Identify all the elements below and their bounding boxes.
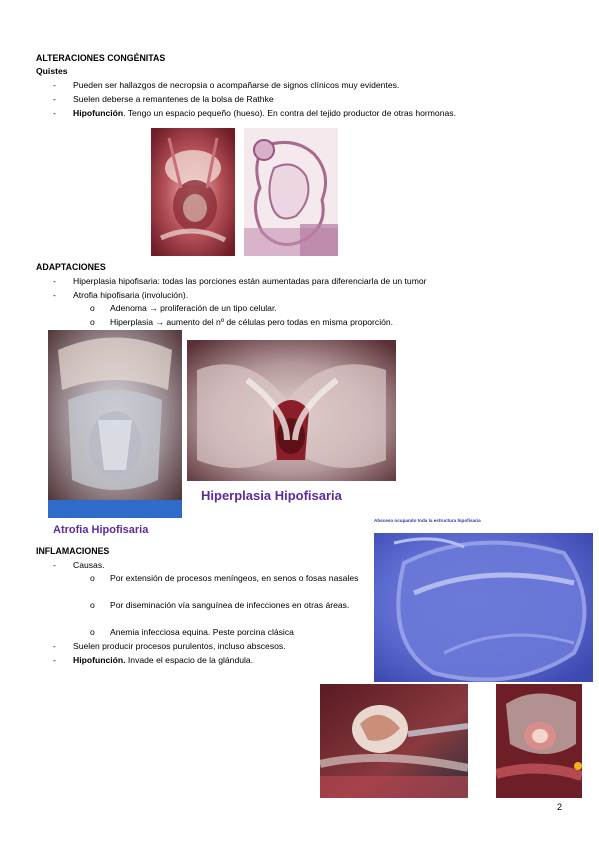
list-item-text: Invade el espacio de la glándula.: [125, 655, 254, 665]
sub-list-item-text: Hiperplasia → aumento del nº de células pero todas en misma proporción.: [110, 317, 394, 327]
subsection-title-quistes: Quistes: [36, 66, 68, 76]
bold-term: Hipofunción.: [73, 655, 126, 665]
section-title-congenitas: ALTERACIONES CONGÉNITAS: [36, 53, 166, 63]
sub-list-item-text: Anemia infecciosa equina. Peste porcina clásica: [110, 627, 294, 637]
caption-hiperplasia: Hiperplasia Hipofisaria: [201, 488, 342, 503]
sub-list-item-text: Por diseminación vía sanguínea de infecciones en otras áreas.: [110, 600, 350, 610]
caption-atrofia: Atrofia Hipofisaria: [53, 524, 149, 536]
gross-photo-atrofia: [48, 330, 182, 518]
histology-photo-cyst: [244, 128, 338, 256]
gross-photo-absceso-craneo: [496, 684, 582, 798]
sub-list-item-text: Adenoma → proliferación de un tipo celular.: [110, 303, 277, 313]
list-item-text: Suelen deberse a remantenes de la bolsa de Rathke: [73, 94, 274, 104]
bold-term: Hipofunción: [73, 108, 124, 118]
list-item-text: Pueden ser hallazgos de necropsia o acompañarse de signos clínicos muy evidentes.: [73, 80, 400, 90]
list-item-text: Causas.: [73, 560, 105, 570]
list-item-text: Atrofia hipofisaria (involución).: [73, 290, 189, 300]
caption-micro-absceso: Absceso ocupando toda la estructura hipofisaria: [374, 518, 481, 523]
sub-list-item-text: Por extensión de procesos meníngeos, en senos o fosas nasales: [110, 573, 359, 583]
section-title-inflamaciones: INFLAMACIONES: [36, 546, 110, 556]
gross-photo-cyst: [151, 128, 235, 256]
list-item-text: . Tengo un espacio pequeño (hueso). En contra del tejido productor de otras hormonas.: [123, 108, 456, 118]
page-number: 2: [557, 802, 563, 812]
gross-photo-hiperplasia: [187, 340, 396, 481]
section-title-adaptaciones: ADAPTACIONES: [36, 262, 106, 272]
list-item-text: Suelen producir procesos purulentos, incluso abscesos.: [73, 641, 286, 651]
histology-photo-absceso: [374, 533, 593, 682]
gross-photo-absceso-sagital: [320, 684, 468, 798]
list-item-text: Hiperplasia hipofisaria: todas las porciones están aumentadas para diferenciarla de un tumor: [73, 276, 427, 286]
